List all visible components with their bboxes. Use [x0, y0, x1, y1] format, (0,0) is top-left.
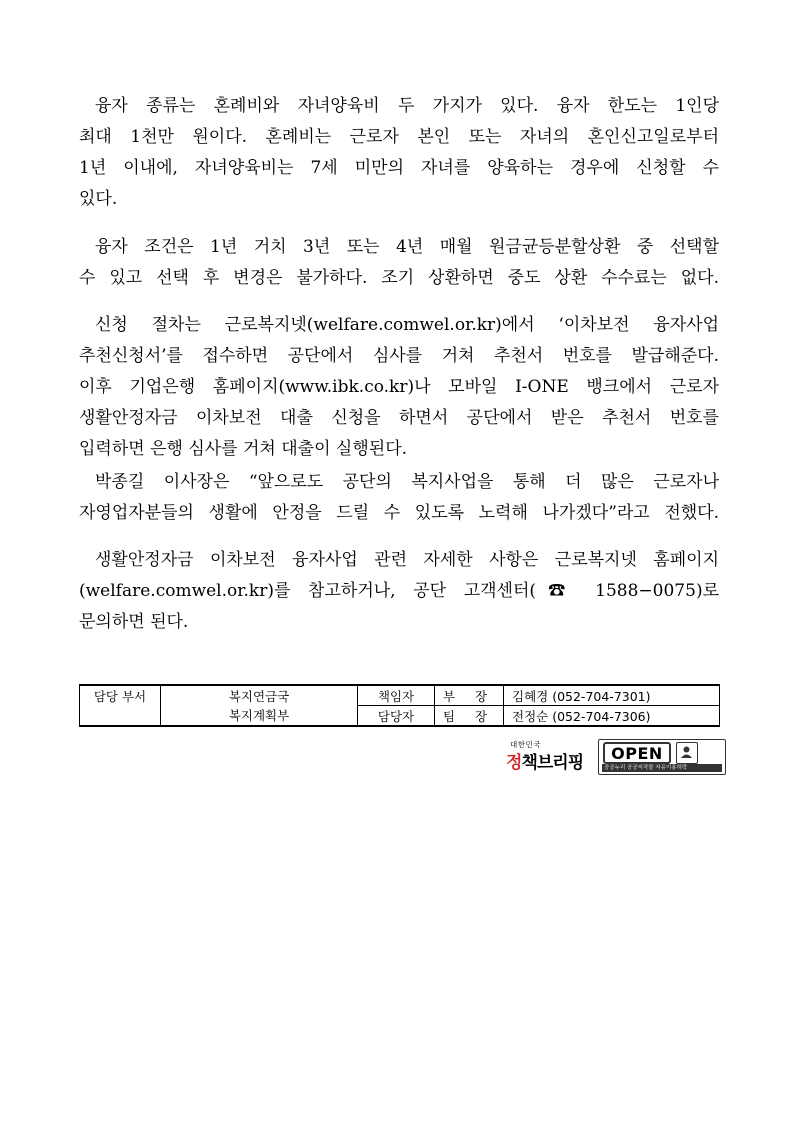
contact-table: [79, 684, 720, 727]
footer-logos: [506, 739, 726, 775]
license-strip: 공공누리 공공저작물 자유이용허락: [602, 764, 722, 772]
attribution-icon: [676, 742, 698, 764]
position-cell: 팀 장: [435, 706, 504, 727]
text-line: 자영업자분들의 생활에 안정을 드릴 수 있도록 노력해 나가겠다”라고 전했다.: [79, 503, 719, 523]
paragraph-inquiry: [79, 545, 719, 638]
text-line: 박종길 이사장은 “앞으로도 공단의 복지사업을 통해 더 많은 근로자나: [95, 472, 719, 492]
text-line: (welfare.comwel.or.kr)를 참고하거나, 공단 고객센터(☎ 1588−0075)로: [79, 581, 719, 601]
logo-small-text: 대한민국: [510, 740, 541, 749]
dept-cell: 복지계획부: [161, 706, 358, 727]
text-line: 융자 조건은 1년 거치 3년 또는 4년 매월 원금균등분할상환 중 선택할: [95, 237, 719, 257]
text-line: 융자 종류는 혼례비와 자녀양육비 두 가지가 있다. 융자 한도는 1인당: [95, 96, 719, 116]
position-cell: 부 장: [435, 685, 504, 706]
text-line: 생활안정자금 이차보전 대출 신청을 하면서 공단에서 받은 추천서 번호를: [79, 408, 719, 428]
text-line: 추천신청서’를 접수하면 공단에서 심사를 거쳐 추천서 번호를 발급해준다.: [79, 346, 719, 366]
text-line: 생활안정자금 이차보전 융자사업 관련 자세한 사항은 근로복지넷 홈페이지: [95, 550, 719, 570]
dept-label-cell: 담당 부서: [80, 685, 161, 706]
text-line: 이후 기업은행 홈페이지(www.ibk.co.kr)나 모바일 I-ONE 뱅크에서 근로자: [79, 377, 719, 397]
text-line: 1년 이내에, 자녀양육비는 7세 미만의 자녀를 양육하는 경우에 신청할 수: [79, 158, 719, 178]
text-line: 문의하면 된다.: [79, 612, 189, 632]
paragraph-loan-terms: [79, 232, 719, 294]
contact-row: [80, 685, 720, 706]
dept-cell: 복지연금국: [161, 685, 358, 706]
contact-person-cell: 김혜경 (052-704-7301): [504, 685, 720, 706]
role-cell: 책임자: [358, 685, 435, 706]
open-text: OPEN: [603, 742, 671, 764]
contact-person-cell: 전정순 (052-704-7306): [504, 706, 720, 727]
text-line: 최대 1천만 원이다. 혼례비는 근로자 본인 또는 자녀의 혼인신고일로부터: [79, 127, 719, 147]
dept-label-cell-empty: [80, 706, 161, 727]
text-line: 신청 절차는 근로복지넷(welfare.comwel.or.kr)에서 ‘이차보전 융자사업: [95, 315, 719, 335]
paragraph-loan-types: [79, 91, 719, 215]
contact-row: [80, 706, 720, 727]
text-line: 있다.: [79, 189, 118, 209]
logo-main-text: 정책브리핑: [506, 753, 584, 773]
paragraph-chairman-quote: [79, 467, 719, 529]
paragraph-application-procedure: [79, 310, 719, 465]
text-line: 입력하면 은행 심사를 거쳐 대출이 실행된다.: [79, 439, 408, 459]
text-line: 수 있고 선택 후 변경은 불가하다. 조기 상환하면 중도 상환 수수료는 없다.: [79, 268, 719, 288]
policy-briefing-logo: [506, 739, 594, 775]
kogl-open-license-logo: [598, 739, 726, 775]
role-cell: 담당자: [358, 706, 435, 727]
